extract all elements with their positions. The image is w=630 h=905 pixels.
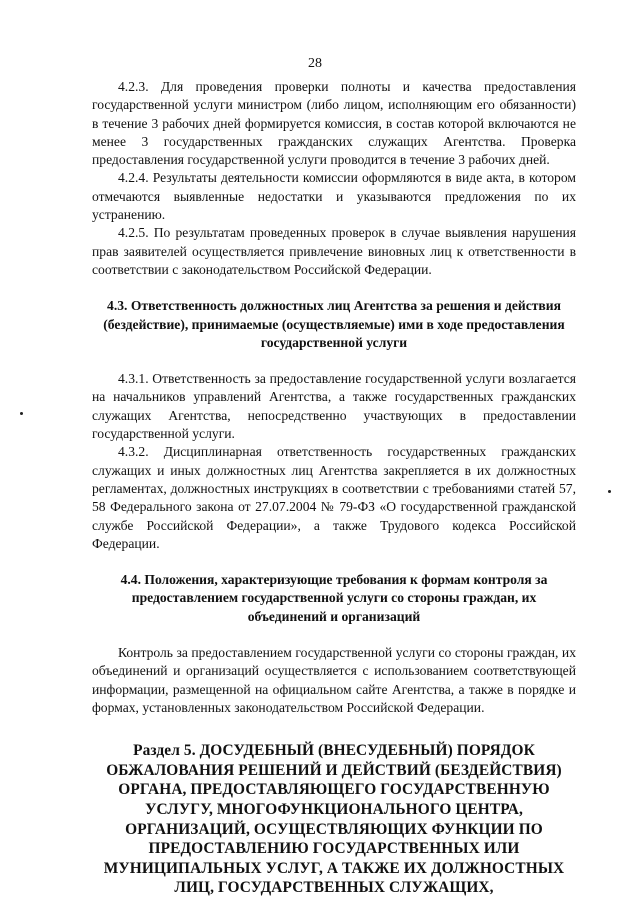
paragraph-4-2-4: 4.2.4. Результаты деятельности комиссии оформляются в виде акта, в котором отмечаются выявленные недостатки и указываются предложения по их устранению. <box>92 170 576 223</box>
paragraph-4-2-3: 4.2.3. Для проведения проверки полноты и качества предоставления государственной услуги министром (либо лицом, исполняющим его обязанности) в течение 3 рабочих дней формируется комиссия, в состав которой включаются не менее 3 государственных гражданских служащих Агентства. Проверка предоставления государственной услуги проводится в течение 3 рабочих дней. <box>92 79 576 168</box>
document-body <box>92 78 576 898</box>
paragraph-4-3-2: 4.3.2. Дисциплинарная ответственность государственных гражданских служащих и иных должностных лиц Агентства закрепляется в их должностных регламентах, должностных инструкциях в соответствии с требованиями статей 57, 58 Федерального закона от 27.07.2004 № 79-ФЗ «О государственной гражданской службе Российской Федерации», а также Трудового кодекса Российской Федерации. <box>92 444 576 551</box>
section-5-title: Раздел 5. ДОСУДЕБНЫЙ (ВНЕСУДЕБНЫЙ) ПОРЯДОК ОБЖАЛОВАНИЯ РЕШЕНИЙ И ДЕЙСТВИЙ (БЕЗДЕЙСТВИЯ) ОРГАНА, ПРЕДОСТАВЛЯЮЩЕГО ГОСУДАРСТВЕННУЮ УСЛУГУ, МНОГОФУНКЦИОНАЛЬНОГО ЦЕНТРА, ОРГАНИЗАЦИЙ, ОСУЩЕСТВЛЯЮЩИХ ФУНКЦИИ ПО ПРЕДОСТАВЛЕНИЮ ГОСУДАРСТВЕННЫХ ИЛИ МУНИЦИПАЛЬНЫХ УСЛУГ, А ТАКЖЕ ИХ ДОЛЖНОСТНЫХ ЛИЦ, ГОСУДАРСТВЕННЫХ СЛУЖАЩИХ, <box>103 742 565 897</box>
paragraph-4-4: Контроль за предоставлением государственной услуги со стороны граждан, их объединений и организаций осуществляется с использованием соответствующей информации, размещенной на официальном сайте Агентства, а также в порядке и формах, установленных законодательством Российской Федерации. <box>92 645 576 715</box>
scan-speck <box>20 412 23 415</box>
scan-speck <box>608 490 611 493</box>
heading-4-3: 4.3. Ответственность должностных лиц Агентства за решения и действия (бездействие), принимаемые (осуществляемые) ими в ходе предоставления государственной услуги <box>103 298 565 350</box>
page-number: 28 <box>308 56 322 71</box>
heading-4-4: 4.4. Положения, характеризующие требования к формам контроля за предоставлением государственной услуги со стороны граждан, их объединений и организаций <box>120 572 548 624</box>
paragraph-4-2-5: 4.2.5. По результатам проведенных проверок в случае выявления нарушения прав заявителей осуществляется привлечение виновных лиц к ответственности в соответствии с законодательством Российской Федерации. <box>92 225 576 277</box>
paragraph-4-3-1: 4.3.1. Ответственность за предоставление государственной услуги возлагается на начальников управлений Агентства, а также государственных гражданских служащих Агентства, непосредственно участвующих в предоставлении государственной услуги. <box>92 371 576 442</box>
